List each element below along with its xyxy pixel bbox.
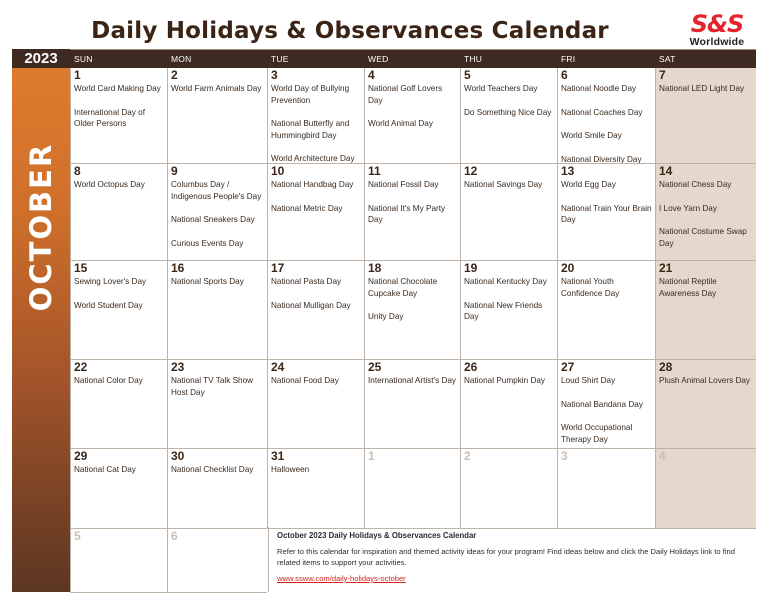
calendar-day — [557, 164, 655, 261]
event-label: National Food Day — [271, 376, 339, 385]
day-number: 15 — [74, 261, 88, 275]
event-label: National Checklist Day — [171, 465, 254, 474]
event-label: National Train Your Brain Day — [561, 203, 652, 224]
day-number: 10 — [271, 164, 285, 178]
calendar-day — [167, 164, 267, 261]
event-label: National New Friends Day — [464, 300, 543, 321]
event-label: National Bandana Day — [561, 399, 643, 409]
calendar-day — [460, 261, 557, 360]
event-label: Halloween — [271, 465, 310, 474]
event-label: Curious Events Day — [171, 238, 244, 248]
calendar-day — [267, 68, 364, 164]
calendar-day — [364, 68, 460, 164]
event-label: National Handbag Day — [271, 180, 354, 189]
event-label: National Reptile Awareness Day — [659, 277, 717, 298]
calendar-day — [70, 68, 167, 164]
event-label: National Color Day — [74, 376, 143, 385]
day-header-wed: WED — [364, 50, 460, 68]
calendar-day — [557, 449, 655, 529]
event-label: World Egg Day — [561, 180, 616, 189]
event-label: National Pumpkin Day — [464, 376, 546, 385]
calendar-day — [557, 68, 655, 164]
day-number: 19 — [464, 261, 478, 275]
day-number: 26 — [464, 360, 478, 374]
day-number: 2 — [464, 449, 471, 463]
calendar-day — [460, 360, 557, 449]
calendar-day — [267, 449, 364, 529]
calendar-day — [267, 164, 364, 261]
year-label: 2023 — [12, 49, 70, 68]
event-label: World Card Making Day — [74, 84, 161, 93]
calendar-note — [268, 527, 756, 592]
day-number: 1 — [368, 449, 375, 463]
event-label: World Occupational Therapy Day — [561, 423, 633, 444]
event-label: Do Something Nice Day — [464, 107, 552, 117]
brand-logo[interactable] — [684, 12, 750, 52]
event-label: National Kentucky Day — [464, 277, 547, 286]
event-label: World Smile Day — [561, 131, 622, 140]
event-label: International Day of Older Persons — [74, 107, 146, 128]
day-header-tue: TUE — [267, 50, 364, 68]
day-number: 2 — [171, 68, 178, 82]
calendar-day — [364, 261, 460, 360]
day-number: 9 — [171, 164, 178, 178]
event-label: Loud Shirt Day — [561, 376, 616, 385]
day-number: 17 — [271, 261, 285, 275]
event-label: National TV Talk Show Host Day — [171, 376, 254, 397]
event-label: National Diversity Day — [561, 154, 642, 164]
calendar-day — [655, 261, 756, 360]
logo-subtitle: Worldwide — [689, 36, 745, 48]
day-number: 4 — [368, 68, 375, 82]
day-number: 29 — [74, 449, 88, 463]
day-number: 3 — [271, 68, 278, 82]
calendar-day — [167, 261, 267, 360]
calendar-day — [70, 164, 167, 261]
event-label: Sewing Lover's Day — [74, 277, 147, 286]
event-label: National It's My Party Day — [368, 203, 446, 224]
calendar-day — [167, 529, 267, 593]
day-number: 1 — [74, 68, 81, 82]
calendar-day — [460, 449, 557, 529]
event-label: National Noodle Day — [561, 84, 637, 93]
calendar-day — [557, 261, 655, 360]
event-label: World Student Day — [74, 300, 143, 310]
day-number: 8 — [74, 164, 81, 178]
day-number: 18 — [368, 261, 382, 275]
event-label: National Sports Day — [171, 277, 244, 286]
day-number: 22 — [74, 360, 88, 374]
event-label: International Artist's Day — [368, 376, 457, 385]
day-number: 23 — [171, 360, 185, 374]
event-label: World Architecture Day — [271, 154, 355, 163]
event-label: National Chess Day — [659, 180, 732, 189]
event-label: I Love Yarn Day — [659, 203, 717, 213]
note-body: Refer to this calendar for inspiration and themed activity ideas for your program! Find ideas below and click the Daily Holidays link to find related items to support your activities. — [277, 547, 735, 567]
calendar-day — [460, 164, 557, 261]
calendar-day — [655, 164, 756, 261]
day-number: 30 — [171, 449, 185, 463]
day-number: 3 — [561, 449, 568, 463]
month-sidebar — [12, 49, 70, 592]
calendar-day — [167, 68, 267, 164]
calendar-day — [655, 360, 756, 449]
event-label: National Youth Confidence Day — [561, 277, 620, 298]
logo-mark: S&S — [690, 10, 744, 38]
event-label: National Coaches Day — [561, 107, 643, 117]
event-label: National Metric Day — [271, 203, 343, 213]
note-title: October 2023 Daily Holidays & Observances Calendar — [277, 531, 477, 540]
calendar-day — [655, 449, 756, 529]
day-number: 5 — [464, 68, 471, 82]
day-header-thu: THU — [460, 50, 557, 68]
calendar-day — [267, 360, 364, 449]
calendar-day — [557, 360, 655, 449]
calendar-day — [364, 164, 460, 261]
day-number: 7 — [659, 68, 666, 82]
event-label: National Savings Day — [464, 180, 543, 189]
calendar-day — [70, 449, 167, 529]
calendar-grid — [70, 49, 756, 592]
calendar-day — [460, 68, 557, 164]
day-header-sun: SUN — [70, 50, 167, 68]
event-label: National Mulligan Day — [271, 300, 351, 310]
event-label: National Chocolate Cupcake Day — [368, 277, 438, 298]
page-title: Daily Holidays & Observances Calendar — [91, 18, 609, 44]
calendar-day — [70, 261, 167, 360]
day-number: 25 — [368, 360, 382, 374]
event-label: World Animal Day — [368, 119, 433, 128]
event-label: National LED Light Day — [659, 84, 745, 93]
day-number: 31 — [271, 449, 285, 463]
month-label: OCTOBER — [24, 142, 58, 312]
event-label: National Butterfly and Hummingbird Day — [271, 119, 350, 140]
day-number: 5 — [74, 529, 81, 543]
day-number: 14 — [659, 164, 673, 178]
event-label: Plush Animal Lovers Day — [659, 376, 751, 385]
day-header-fri: FRI — [557, 50, 655, 68]
calendar-day — [167, 360, 267, 449]
day-number: 6 — [561, 68, 568, 82]
event-label: World Day of Bullying Prevention — [271, 84, 350, 105]
day-number: 20 — [561, 261, 575, 275]
event-label: World Octopus Day — [74, 180, 145, 189]
calendar-day — [655, 68, 756, 164]
day-number: 24 — [271, 360, 285, 374]
event-label: National Costume Swap Day — [659, 227, 747, 248]
day-number: 12 — [464, 164, 478, 178]
event-label: National Golf Lovers Day — [368, 84, 443, 105]
calendar-day — [364, 449, 460, 529]
event-label: World Teachers Day — [464, 84, 538, 93]
calendar-day — [70, 529, 167, 593]
event-label: Unity Day — [368, 312, 404, 321]
day-number: 21 — [659, 261, 673, 275]
event-label: Columbus Day / Indigenous People's Day — [171, 180, 262, 201]
calendar-day — [70, 360, 167, 449]
event-label: National Sneakers Day — [171, 215, 255, 224]
day-number: 11 — [368, 164, 381, 178]
event-label: National Pasta Day — [271, 277, 342, 286]
day-number: 16 — [171, 261, 185, 275]
calendar-day — [167, 449, 267, 529]
day-number: 6 — [171, 529, 178, 543]
day-number: 27 — [561, 360, 575, 374]
event-label: National Cat Day — [74, 465, 136, 474]
event-label: World Farm Animals Day — [171, 84, 262, 93]
event-label: National Fossil Day — [368, 180, 439, 189]
day-number: 28 — [659, 360, 673, 374]
day-number: 4 — [659, 449, 666, 463]
note-link[interactable]: www.ssww.com/daily-holidays-october — [277, 574, 406, 583]
day-header-mon: MON — [167, 50, 267, 68]
day-number: 13 — [561, 164, 575, 178]
calendar-day — [267, 261, 364, 360]
day-header-sat: SAT — [655, 50, 756, 68]
calendar-day — [364, 360, 460, 449]
